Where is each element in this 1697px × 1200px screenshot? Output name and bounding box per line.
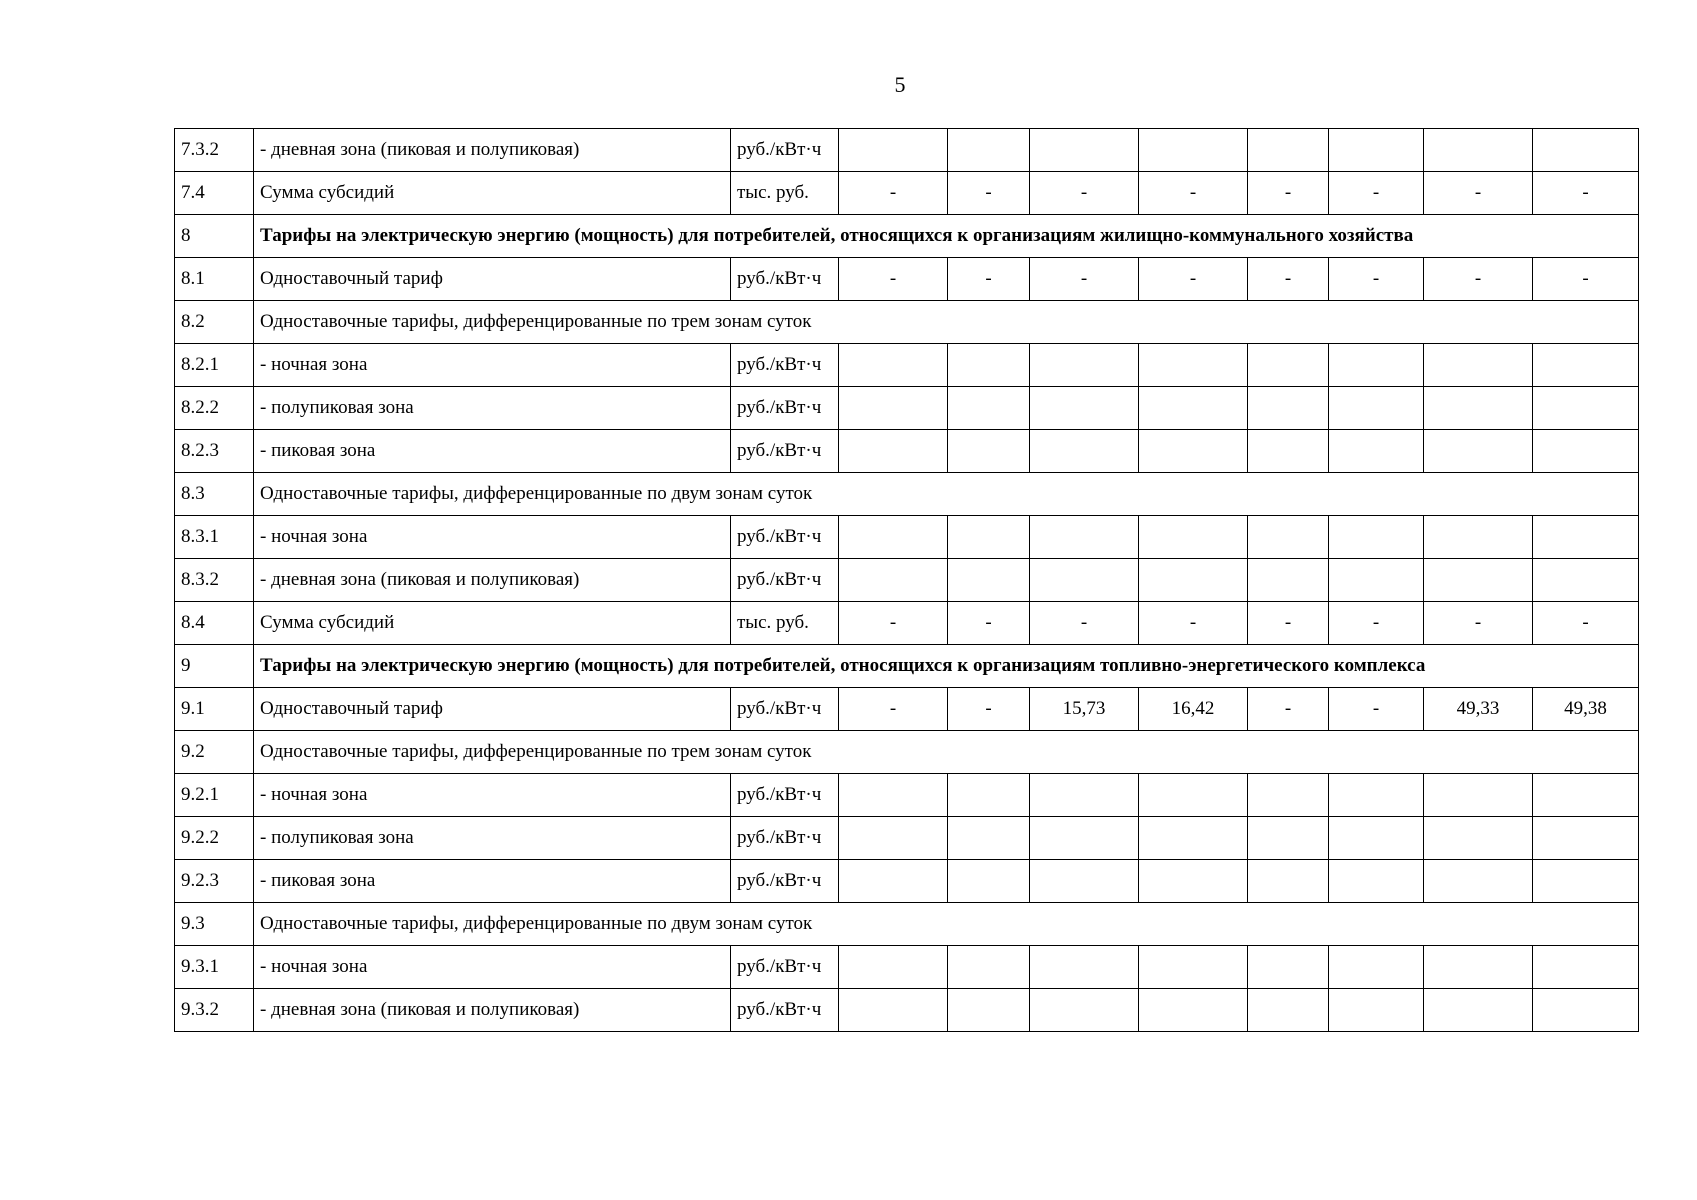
table-row xyxy=(175,989,1639,1032)
value-cell xyxy=(1329,516,1424,559)
row-number-cell: 8.3.2 xyxy=(175,559,254,602)
value-cell: - xyxy=(948,172,1030,215)
table-row xyxy=(175,860,1639,903)
table-row xyxy=(175,387,1639,430)
value-cell xyxy=(1030,387,1139,430)
value-cell xyxy=(1030,129,1139,172)
unit-cell: тыс. руб. xyxy=(731,172,839,215)
value-cell xyxy=(1248,430,1329,473)
row-number-cell: 8.2.2 xyxy=(175,387,254,430)
unit-cell: руб./кВт·ч xyxy=(731,516,839,559)
value-cell xyxy=(948,946,1030,989)
value-cell: - xyxy=(1533,172,1639,215)
value-cell: - xyxy=(1329,172,1424,215)
value-cell xyxy=(1533,344,1639,387)
row-number-cell: 9.2.1 xyxy=(175,774,254,817)
value-cell xyxy=(1139,559,1248,602)
row-number-cell: 8.1 xyxy=(175,258,254,301)
row-number-cell: 8.2.3 xyxy=(175,430,254,473)
value-cell xyxy=(1139,946,1248,989)
value-cell xyxy=(1030,559,1139,602)
value-cell: 49,33 xyxy=(1424,688,1533,731)
unit-cell: руб./кВт·ч xyxy=(731,430,839,473)
table-row xyxy=(175,817,1639,860)
table-row xyxy=(175,774,1639,817)
table-row xyxy=(175,688,1639,731)
value-cell: - xyxy=(1533,258,1639,301)
value-cell: 15,73 xyxy=(1030,688,1139,731)
value-cell xyxy=(948,129,1030,172)
row-number-cell: 9.2.3 xyxy=(175,860,254,903)
value-cell: - xyxy=(839,172,948,215)
value-cell xyxy=(1248,129,1329,172)
indicator-name-cell: - полупиковая зона xyxy=(254,817,731,860)
value-cell xyxy=(1424,860,1533,903)
value-cell: - xyxy=(1248,688,1329,731)
table-row xyxy=(175,946,1639,989)
value-cell: 16,42 xyxy=(1139,688,1248,731)
unit-cell: руб./кВт·ч xyxy=(731,774,839,817)
value-cell: - xyxy=(1424,602,1533,645)
value-cell: - xyxy=(1329,602,1424,645)
value-cell: - xyxy=(1030,172,1139,215)
table-section-row xyxy=(175,731,1639,774)
value-cell xyxy=(1533,387,1639,430)
value-cell xyxy=(1248,860,1329,903)
value-cell xyxy=(1329,946,1424,989)
value-cell xyxy=(1533,989,1639,1032)
unit-cell: тыс. руб. xyxy=(731,602,839,645)
indicator-name-cell: - пиковая зона xyxy=(254,860,731,903)
value-cell xyxy=(948,559,1030,602)
value-cell xyxy=(1030,817,1139,860)
unit-cell: руб./кВт·ч xyxy=(731,946,839,989)
section-heading-cell: Тарифы на электрическую энергию (мощность) для потребителей, относящихся к организациям топливно-энергетического комплекса xyxy=(254,645,1639,688)
table-row xyxy=(175,344,1639,387)
value-cell xyxy=(1139,430,1248,473)
value-cell xyxy=(1533,516,1639,559)
value-cell: - xyxy=(839,258,948,301)
value-cell xyxy=(1424,946,1533,989)
value-cell xyxy=(1139,387,1248,430)
value-cell xyxy=(1533,129,1639,172)
indicator-name-cell: - ночная зона xyxy=(254,516,731,559)
value-cell: - xyxy=(839,688,948,731)
value-cell xyxy=(948,430,1030,473)
value-cell xyxy=(839,387,948,430)
value-cell xyxy=(1030,430,1139,473)
value-cell xyxy=(1533,860,1639,903)
value-cell xyxy=(1139,860,1248,903)
value-cell: - xyxy=(1533,602,1639,645)
subsection-heading-cell: Одноставочные тарифы, дифференцированные по двум зонам суток xyxy=(254,903,1639,946)
value-cell xyxy=(839,344,948,387)
value-cell xyxy=(1248,946,1329,989)
indicator-name-cell: - дневная зона (пиковая и полупиковая) xyxy=(254,989,731,1032)
subsection-heading-cell: Одноставочные тарифы, дифференцированные по двум зонам суток xyxy=(254,473,1639,516)
value-cell xyxy=(839,774,948,817)
indicator-name-cell: - ночная зона xyxy=(254,344,731,387)
value-cell xyxy=(1139,129,1248,172)
value-cell xyxy=(1030,860,1139,903)
value-cell xyxy=(839,817,948,860)
value-cell: - xyxy=(839,602,948,645)
indicator-name-cell: - дневная зона (пиковая и полупиковая) xyxy=(254,559,731,602)
value-cell: - xyxy=(948,258,1030,301)
table-row xyxy=(175,172,1639,215)
value-cell xyxy=(1248,516,1329,559)
value-cell xyxy=(1329,559,1424,602)
row-number-cell: 7.3.2 xyxy=(175,129,254,172)
row-number-cell: 7.4 xyxy=(175,172,254,215)
row-number-cell: 9.3.2 xyxy=(175,989,254,1032)
value-cell xyxy=(1424,344,1533,387)
value-cell xyxy=(1139,989,1248,1032)
value-cell: - xyxy=(948,602,1030,645)
value-cell xyxy=(948,344,1030,387)
value-cell: - xyxy=(1030,258,1139,301)
table-section-row xyxy=(175,473,1639,516)
value-cell xyxy=(839,430,948,473)
value-cell xyxy=(1424,989,1533,1032)
tariff-table xyxy=(174,128,1639,1032)
row-number-cell: 8.2.1 xyxy=(175,344,254,387)
value-cell xyxy=(1248,344,1329,387)
table-row xyxy=(175,430,1639,473)
value-cell: - xyxy=(1329,258,1424,301)
row-number-cell: 8.2 xyxy=(175,301,254,344)
value-cell xyxy=(1329,387,1424,430)
value-cell: - xyxy=(1424,258,1533,301)
value-cell xyxy=(1424,817,1533,860)
value-cell xyxy=(839,516,948,559)
value-cell xyxy=(1533,559,1639,602)
value-cell: - xyxy=(948,688,1030,731)
unit-cell: руб./кВт·ч xyxy=(731,688,839,731)
value-cell xyxy=(1248,774,1329,817)
value-cell xyxy=(948,817,1030,860)
value-cell xyxy=(948,989,1030,1032)
indicator-name-cell: Сумма субсидий xyxy=(254,172,731,215)
value-cell xyxy=(1533,817,1639,860)
unit-cell: руб./кВт·ч xyxy=(731,817,839,860)
value-cell xyxy=(1139,817,1248,860)
value-cell xyxy=(948,860,1030,903)
indicator-name-cell: - пиковая зона xyxy=(254,430,731,473)
value-cell xyxy=(1248,559,1329,602)
table-section-row xyxy=(175,903,1639,946)
row-number-cell: 8 xyxy=(175,215,254,258)
table-section-row xyxy=(175,301,1639,344)
value-cell xyxy=(1424,430,1533,473)
table-row xyxy=(175,559,1639,602)
unit-cell: руб./кВт·ч xyxy=(731,989,839,1032)
value-cell: - xyxy=(1248,602,1329,645)
table-section-row xyxy=(175,645,1639,688)
value-cell xyxy=(1329,860,1424,903)
value-cell xyxy=(839,860,948,903)
value-cell: - xyxy=(1139,258,1248,301)
value-cell xyxy=(1424,559,1533,602)
value-cell: - xyxy=(1248,172,1329,215)
value-cell xyxy=(1424,774,1533,817)
value-cell xyxy=(1030,946,1139,989)
value-cell: - xyxy=(1329,688,1424,731)
value-cell xyxy=(948,516,1030,559)
value-cell xyxy=(1329,430,1424,473)
value-cell: - xyxy=(1030,602,1139,645)
value-cell: - xyxy=(1139,172,1248,215)
value-cell: - xyxy=(1424,172,1533,215)
value-cell xyxy=(839,559,948,602)
value-cell: - xyxy=(1139,602,1248,645)
indicator-name-cell: Одноставочный тариф xyxy=(254,258,731,301)
table-row xyxy=(175,516,1639,559)
value-cell xyxy=(1329,774,1424,817)
indicator-name-cell: Сумма субсидий xyxy=(254,602,731,645)
value-cell xyxy=(1329,989,1424,1032)
value-cell: - xyxy=(1248,258,1329,301)
subsection-heading-cell: Одноставочные тарифы, дифференцированные по трем зонам суток xyxy=(254,731,1639,774)
row-number-cell: 9.2.2 xyxy=(175,817,254,860)
unit-cell: руб./кВт·ч xyxy=(731,387,839,430)
value-cell xyxy=(948,387,1030,430)
indicator-name-cell: - ночная зона xyxy=(254,946,731,989)
value-cell xyxy=(948,774,1030,817)
value-cell xyxy=(1030,774,1139,817)
value-cell xyxy=(1533,430,1639,473)
value-cell xyxy=(1139,774,1248,817)
value-cell xyxy=(1030,516,1139,559)
value-cell xyxy=(1248,989,1329,1032)
value-cell xyxy=(839,946,948,989)
tariff-table-body xyxy=(175,129,1639,1032)
value-cell xyxy=(1329,817,1424,860)
value-cell xyxy=(839,989,948,1032)
table-row xyxy=(175,129,1639,172)
row-number-cell: 9.1 xyxy=(175,688,254,731)
unit-cell: руб./кВт·ч xyxy=(731,258,839,301)
value-cell xyxy=(1424,129,1533,172)
value-cell xyxy=(1533,946,1639,989)
value-cell xyxy=(1139,344,1248,387)
indicator-name-cell: Одноставочный тариф xyxy=(254,688,731,731)
value-cell xyxy=(1030,989,1139,1032)
indicator-name-cell: - полупиковая зона xyxy=(254,387,731,430)
page-number: 5 xyxy=(894,72,906,97)
value-cell xyxy=(1248,387,1329,430)
row-number-cell: 8.3 xyxy=(175,473,254,516)
table-row xyxy=(175,258,1639,301)
row-number-cell: 9 xyxy=(175,645,254,688)
value-cell xyxy=(1139,516,1248,559)
table-row xyxy=(175,602,1639,645)
value-cell xyxy=(1329,129,1424,172)
value-cell xyxy=(839,129,948,172)
value-cell xyxy=(1533,774,1639,817)
indicator-name-cell: - дневная зона (пиковая и полупиковая) xyxy=(254,129,731,172)
row-number-cell: 9.3.1 xyxy=(175,946,254,989)
unit-cell: руб./кВт·ч xyxy=(731,860,839,903)
indicator-name-cell: - ночная зона xyxy=(254,774,731,817)
value-cell xyxy=(1248,817,1329,860)
row-number-cell: 8.3.1 xyxy=(175,516,254,559)
value-cell: 49,38 xyxy=(1533,688,1639,731)
value-cell xyxy=(1424,387,1533,430)
section-heading-cell: Тарифы на электрическую энергию (мощность) для потребителей, относящихся к организациям жилищно-коммунального хозяйства xyxy=(254,215,1639,258)
row-number-cell: 8.4 xyxy=(175,602,254,645)
value-cell xyxy=(1329,344,1424,387)
unit-cell: руб./кВт·ч xyxy=(731,559,839,602)
unit-cell: руб./кВт·ч xyxy=(731,129,839,172)
row-number-cell: 9.2 xyxy=(175,731,254,774)
unit-cell: руб./кВт·ч xyxy=(731,344,839,387)
subsection-heading-cell: Одноставочные тарифы, дифференцированные по трем зонам суток xyxy=(254,301,1639,344)
value-cell xyxy=(1424,516,1533,559)
table-section-row xyxy=(175,215,1639,258)
row-number-cell: 9.3 xyxy=(175,903,254,946)
value-cell xyxy=(1030,344,1139,387)
